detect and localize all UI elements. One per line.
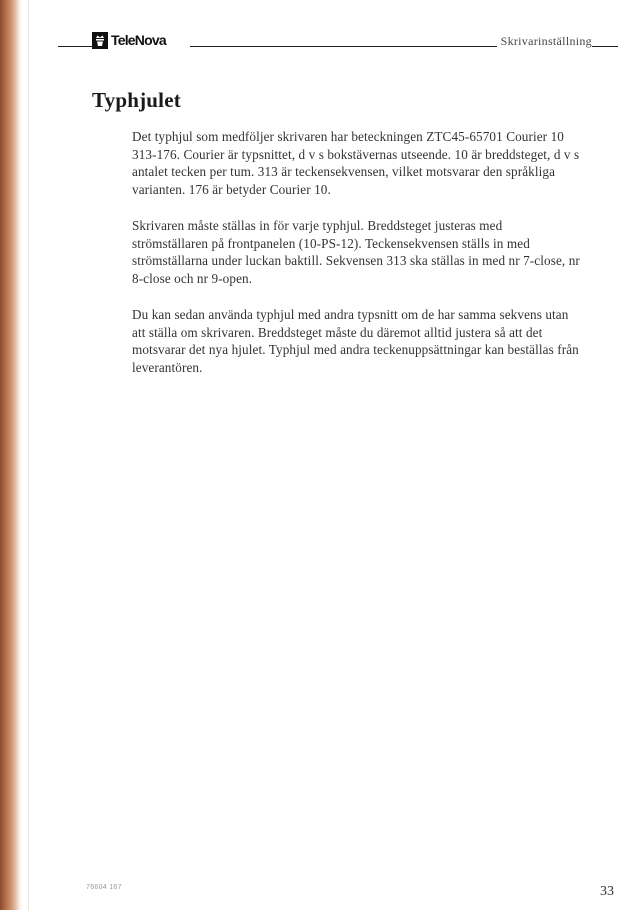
page-number: 33 bbox=[600, 884, 614, 899]
header-rule-left bbox=[58, 46, 92, 47]
footer-code: 76604 167 bbox=[86, 884, 122, 891]
paragraph: Det typhjul som medföljer skrivaren har beteckningen ZTC45-65701 Courier 10 313-176. Courier är typsnittet, d v s bokstävernas utseende. 10 är breddsteget, d v s antalet tecken per tum. 313 är teckensekvensen, vilket motsvarar den språkliga varianten. 176 är betyder Courier 10. bbox=[132, 129, 580, 197]
page-binding-edge bbox=[0, 0, 22, 910]
section-title: Skrivarinställning bbox=[497, 34, 592, 49]
paragraph: Du kan sedan använda typhjul med andra typsnitt om de har samma sekvens utan att ställa om skrivaren. Breddsteget måste du däremot alltid justera så att det motsvarar det nya hjulet. Typhjul med andra teckenuppsättningar kan beställas från leverantören. bbox=[132, 307, 579, 375]
crown-emblem-icon bbox=[92, 32, 108, 49]
page-header bbox=[58, 26, 618, 52]
logo-text: TeleNova bbox=[111, 32, 166, 48]
binding-shadow-line bbox=[28, 0, 29, 910]
page-title: Typhjulet bbox=[92, 88, 181, 112]
paragraph: Skrivaren måste ställas in för varje typhjul. Breddsteget justeras med strömställaren på frontpanelen (10-PS-12). Teckensekvensen ställs in med strömställarna under luckan baktill. Sekvensen 313 ska ställas in med nr 7-close, nr 8-close och nr 9-open. bbox=[132, 218, 580, 286]
body-text bbox=[132, 128, 580, 395]
telenova-logo bbox=[92, 31, 166, 49]
